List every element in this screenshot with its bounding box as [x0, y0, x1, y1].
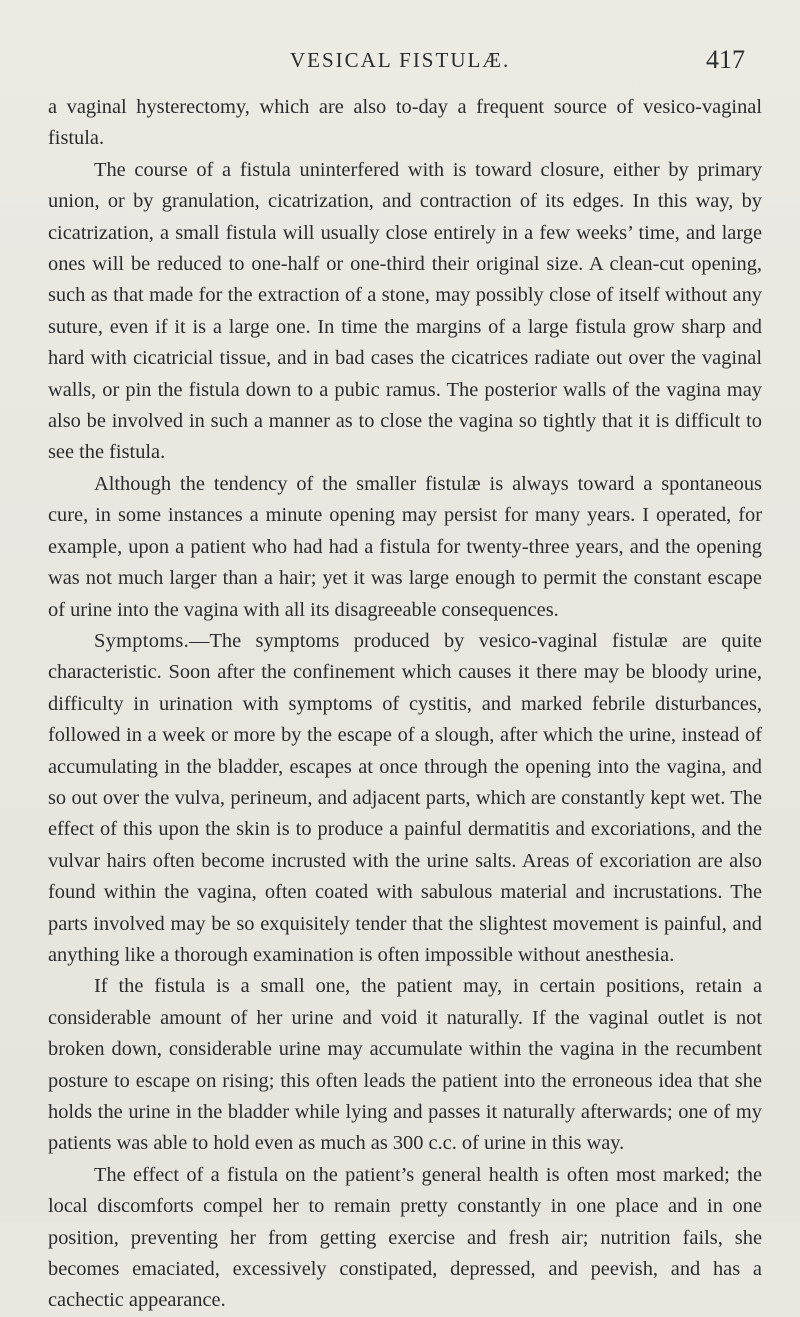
symptoms-heading: Symptoms.	[94, 629, 190, 652]
paragraph-4	[48, 626, 762, 971]
paragraph-3-text: Although the tendency of the smaller fistulæ is always toward a spontaneous cure, in some instances a minute opening may persist for many years. I operated, for example, upon a patient who had had a fistula for twenty-three years, and the opening was not much larger than a hair; yet it was large enough to permit the constant escape of urine into the vagina with all its disagreeable consequences.	[48, 472, 762, 621]
paragraph-6-text: The effect of a fistula on the patient’s general health is often most marked; the local discomforts compel her to remain pretty constantly in one place and in one position, preventing her from getting exercise and fresh air; nutrition fails, she becomes emaciated, excessively constipated, depressed, and peevish, and has a cachectic appearance.	[48, 1163, 762, 1312]
running-title: VESICAL FISTULÆ.	[290, 48, 511, 72]
paragraph-3	[48, 469, 762, 626]
paragraph-2-text: The course of a fistula uninterfered with is toward closure, either by primary union, or by granulation, cicatrization, and contraction of its edges. In this way, by cicatrization, a small fistula will usually close entirely in a few weeks’ time, and large ones will be reduced to one-half or one-third their original size. A clean-cut opening, such as that made for the extraction of a stone, may possibly close of itself without any suture, even if it is a large one. In time the margins of a large fistula grow sharp and hard with cicatricial tissue, and in bad cases the cicatrices radiate out over the vaginal walls, or pin the fistula down to a pubic ramus. The posterior walls of the vagina may also be involved in such a manner as to close the vagina so tightly that it is difficult to see the fistula.	[48, 158, 762, 464]
paragraph-4-text: —The symptoms produced by vesico-vaginal fistulæ are quite characteristic. Soon after the confinement which causes it there may be bloody urine, difficulty in urination with symptoms of cystitis, and marked febrile disturbances, followed in a week or more by the escape of a slough, after which the urine, instead of accumulating in the bladder, escapes at once through the opening into the vagina, and so out over the vulva, perineum, and adjacent parts, which are constantly kept wet. The effect of this upon the skin is to produce a painful dermatitis and excoriations, and the vulvar hairs often become incrusted with the urine salts. Areas of excoriation are also found within the vagina, often coated with sabulous material and incrustations. The parts involved may be so exquisitely tender that the slightest movement is painful, and anything like a thorough examination is often impossible without anesthesia.	[48, 629, 762, 966]
paragraph-5	[48, 971, 762, 1159]
page-number: 417	[706, 45, 745, 74]
paragraph-1-text: a vaginal hysterectomy, which are also to-day a frequent source of vesico-vaginal fistula.	[48, 96, 762, 150]
body-text	[48, 92, 762, 1317]
paragraph-2	[48, 155, 762, 469]
paragraph-1	[48, 92, 762, 155]
page-header	[0, 45, 800, 78]
paragraph-6	[48, 1160, 762, 1317]
paragraph-5-text: If the fistula is a small one, the patient may, in certain positions, retain a considerable amount of her urine and void it naturally. If the vaginal outlet is not broken down, considerable urine may accumulate within the vagina in the recumbent posture to escape on rising; this often leads the patient into the erroneous idea that she holds the urine in the bladder while lying and passes it naturally afterwards; one of my patients was able to hold even as much as 300 c.c. of urine in this way.	[48, 975, 762, 1155]
